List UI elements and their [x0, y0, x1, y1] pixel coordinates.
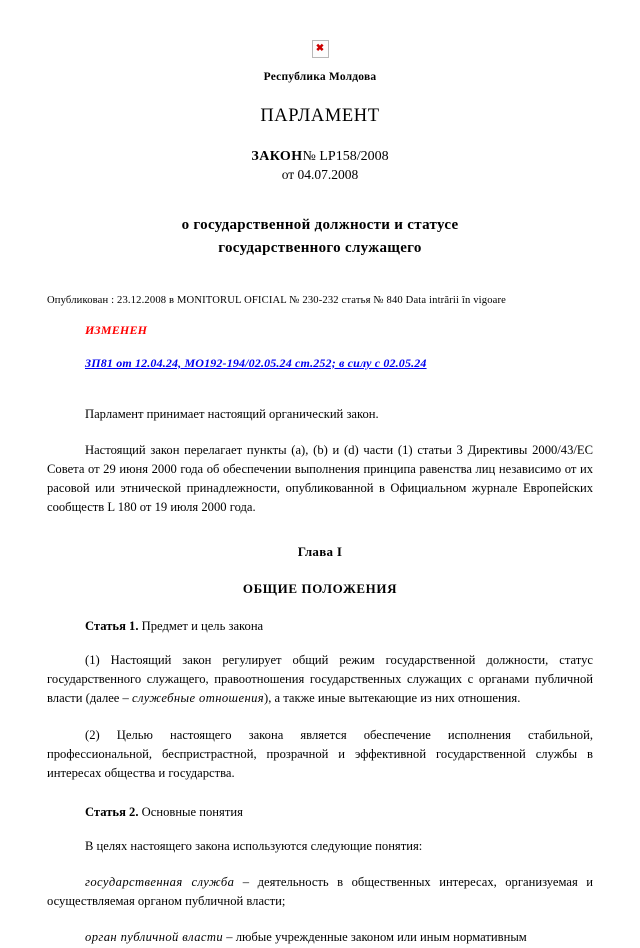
- law-word: ЗАКОН: [251, 149, 303, 164]
- broken-image-icon: [312, 40, 329, 58]
- law-number-line: [47, 149, 593, 165]
- article-1-number: Статья 1.: [85, 619, 139, 634]
- defined-term-sluzhebnye-otnosheniya: служебные отношения: [132, 691, 265, 706]
- parliament-heading: ПАРЛАМЕНТ: [260, 106, 380, 126]
- document-masthead: [47, 40, 593, 261]
- defined-term-organ-publichnoy-vlasti: орган публичной власти: [85, 930, 224, 945]
- definition-text-organ-publichnoy-vlasti: – любые учрежденные законом или иным нормативным: [223, 930, 527, 945]
- article-1-paragraph-1-part-b: ), а также иные вытекающие из них отношения.: [264, 691, 521, 706]
- definition-text-gosudarstvennaya-sluzhba: – деятельность в общественных интересах, организуемая и осуществляемая органом публичной власти;: [47, 875, 594, 909]
- publication-info: Опубликован : 23.12.2008 в MONITORUL OFICIAL № 230-232 статья № 840 Data intrării în vigoare: [47, 294, 507, 306]
- definition-item-organ-publichnoy-vlasti: [47, 928, 593, 947]
- article-1-heading: [47, 619, 593, 634]
- law-date: от 04.07.2008: [281, 167, 359, 182]
- article-2-intro: В целях настоящего закона используются следующие понятия:: [85, 839, 423, 854]
- document-title-line-2: государственного служащего: [218, 240, 422, 257]
- law-number: № LP158/2008: [302, 149, 389, 164]
- article-2-number: Статья 2.: [85, 805, 139, 820]
- article-2-heading: [47, 805, 593, 820]
- definition-item-gosudarstvennaya-sluzhba: [47, 873, 593, 911]
- article-1-paragraph-1-part-a: (1) Настоящий закон регулирует общий режим государственной должности, статус государственного служащего, правоотношения государственных служащих с органами публичной власти (далее –: [47, 653, 593, 706]
- article-1-paragraph-1: [47, 651, 593, 708]
- amendment-link[interactable]: ЗП81 от 12.04.24, МО192-194/02.05.24 ст.252; в силу с 02.05.24: [85, 355, 427, 370]
- defined-term-gosudarstvennaya-sluzhba: государственная служба: [85, 875, 235, 890]
- document-title-line-1: о государственной должности и статусе: [181, 217, 459, 233]
- article-2-title: Основные понятия: [138, 805, 243, 820]
- status-badge-changed: ИЗМЕНЕН: [85, 322, 148, 337]
- article-1-title: Предмет и цель закона: [138, 619, 264, 634]
- republic-name: Республика Молдова: [263, 71, 377, 83]
- document-title: [47, 214, 593, 261]
- article-1-paragraph-2: (2) Целью настоящего закона является обеспечение исполнения стабильной, профессиональной, беспристрастной, прозрачной и эффективной государственной службы в интересах общества и государства.: [47, 727, 593, 780]
- preamble-paragraph: Парламент принимает настоящий органический закон.: [85, 406, 379, 421]
- broken-image-x-glyph: ✖: [315, 43, 325, 54]
- chapter-title: ОБЩИЕ ПОЛОЖЕНИЯ: [242, 581, 398, 597]
- transposition-paragraph: Настоящий закон перелагает пункты (a), (b) и (d) части (1) статьи 3 Директивы 2000/43/EC Совета от 29 июня 2000 года об обеспечении выполнения принципа равенства лиц независимо от их расовой или этнической принадлежности, опубликованной в Официальном журнале Европейских сообществ L 180 от 19 июля 2000 года.: [47, 442, 593, 515]
- chapter-heading: Глава I: [297, 544, 343, 560]
